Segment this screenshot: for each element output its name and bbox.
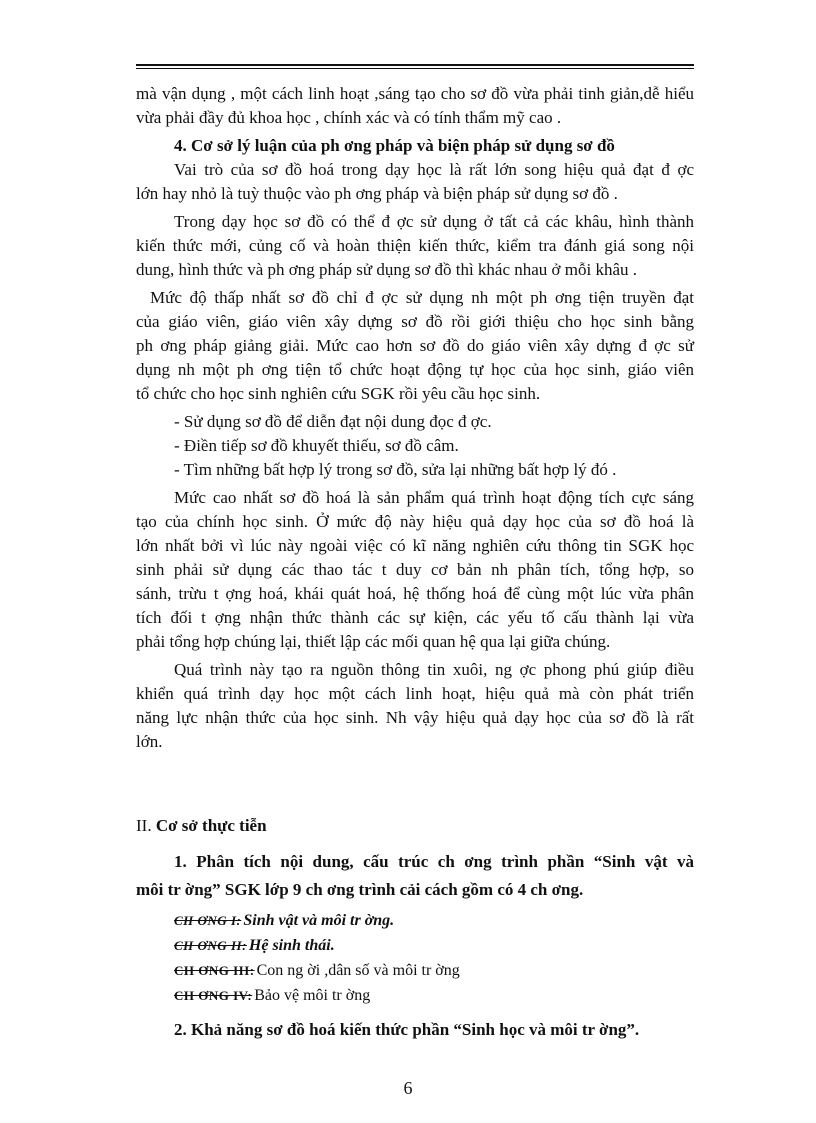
text-line: tích đối t ợng nhận thức thành các sự kiện, các yếu tố cấu thành lại vừa: [136, 608, 694, 627]
page-number: 6: [403, 1078, 413, 1098]
chapter-item: [174, 935, 335, 957]
text-line: mà vận dụng , một cách linh hoạt ,sáng tạo cho sơ đồ vừa phải tinh giản,dễ hiểu: [136, 84, 694, 103]
text-line: 4. Cơ sở lý luận của ph ơng pháp và biện pháp sử dụng sơ đồ: [174, 136, 615, 155]
text-line: dung, hình thức và ph ơng pháp sử dụng sơ đồ thì khác nhau ở mỗi khâu .: [136, 260, 638, 279]
chapter-title: Bảo vệ môi tr ờng: [254, 987, 371, 1004]
text-line: lớn.: [136, 732, 163, 751]
chapter-title: Con ng ời ,dân số và môi tr ờng: [256, 962, 460, 979]
chapter-label: CH ƠNG IV:: [174, 988, 253, 1003]
text-line: sánh, trừu t ợng hoá, khái quát hoá, hệ thống hoá để cùng một lúc vừa phân: [136, 584, 694, 603]
text-line: lớn hay nhỏ là tuỳ thuộc vào ph ơng pháp và biện pháp sử dụng sơ đồ .: [136, 184, 618, 203]
chapter-label: CH ƠNG II:: [174, 938, 247, 953]
text-line: tổ chức cho học sinh nghiên cứu SGK rồi yêu cầu học sinh.: [136, 384, 541, 403]
chapter-item: [174, 910, 394, 932]
text-line: phải tổng hợp chúng lại, thiết lập các mối quan hệ qua lại giữa chúng.: [136, 632, 611, 651]
section-number: II.: [136, 816, 152, 835]
chapter-label: CH ƠNG III:: [174, 963, 255, 978]
text-line: khiển quá trình dạy học một cách linh hoạt, hiệu quả mà còn phát triển: [136, 684, 694, 703]
chapter-title: Hệ sinh thái.: [248, 937, 335, 954]
text-line: Quá trình này tạo ra nguồn thông tin xuôi, ng ợc phong phú giúp điều: [174, 660, 694, 679]
text-line: Mức cao nhất sơ đồ hoá là sản phẩm quá trình hoạt động tích cực sáng: [174, 488, 694, 507]
text-line: - Sử dụng sơ đồ để diễn đạt nội dung đọc đ ợc.: [174, 412, 492, 431]
chapter-item: [174, 960, 460, 982]
text-line: năng lực nhận thức của học sinh. Nh vậy hiệu quả dạy học của sơ đồ là rất: [136, 708, 694, 727]
text-line: của giáo viên, giáo viên xây dựng sơ đồ rồi giới thiệu cho học sinh bằng: [136, 312, 694, 331]
text-line: lớn nhất bởi vì lúc này ngoài việc có kĩ năng nghiên cứu thông tin SGK học: [136, 536, 694, 555]
text-line: - Điền tiếp sơ đồ khuyết thiếu, sơ đồ câm.: [174, 436, 459, 455]
section-title: Cơ sở thực tiễn: [155, 816, 267, 835]
text-line: Mức độ thấp nhất sơ đồ chỉ đ ợc sử dụng nh một ph ơng tiện truyền đạt: [150, 288, 694, 307]
text-line: vừa phải đầy đủ khoa học , chính xác và có tính thẩm mỹ cao .: [136, 108, 562, 127]
text-line: kiến thức mới, củng cố và hoàn thiện kiến thức, kiểm tra đánh giá song nội: [136, 236, 694, 255]
text-line: Trong dạy học sơ đồ có thể đ ợc sử dụng ở tất cả các khâu, hình thành: [174, 212, 694, 231]
section-heading: [136, 814, 694, 838]
heading-1-line: 1. Phân tích nội dung, cấu trúc ch ơng trình phần “Sinh vật và: [174, 852, 694, 871]
text-line: tạo của chính học sinh. Ở mức độ này hiệu quả dạy học của sơ đồ hoá là: [136, 512, 694, 531]
chapter-title: Sinh vật và môi tr ờng.: [243, 912, 395, 929]
heading-2: 2. Khả năng sơ đồ hoá kiến thức phần “Sinh học và môi tr ờng”.: [174, 1020, 640, 1039]
header-rule: [136, 64, 694, 69]
chapter-label: CH ƠNG I:: [174, 913, 242, 928]
text-line: ph ơng pháp giảng giải. Mức cao hơn sơ đồ do giáo viên xây dựng đ ợc sử: [136, 336, 694, 355]
text-line: sinh phải sử dụng các thao tác t duy cơ bản nh phân tích, tổng hợp, so: [136, 560, 694, 579]
heading-1-line: môi tr ờng” SGK lớp 9 ch ơng trình cải cách gồm có 4 ch ơng.: [136, 880, 584, 899]
text-line: - Tìm những bất hợp lý trong sơ đồ, sửa lại những bất hợp lý đó .: [174, 460, 617, 479]
text-line: dụng nh một ph ơng tiện tổ chức hoạt động tự học của học sinh, giáo viên: [136, 360, 694, 379]
text-line: Vai trò của sơ đồ hoá trong dạy học là rất lớn song hiệu quả đạt đ ợc: [174, 160, 694, 179]
chapter-item: [174, 985, 370, 1007]
